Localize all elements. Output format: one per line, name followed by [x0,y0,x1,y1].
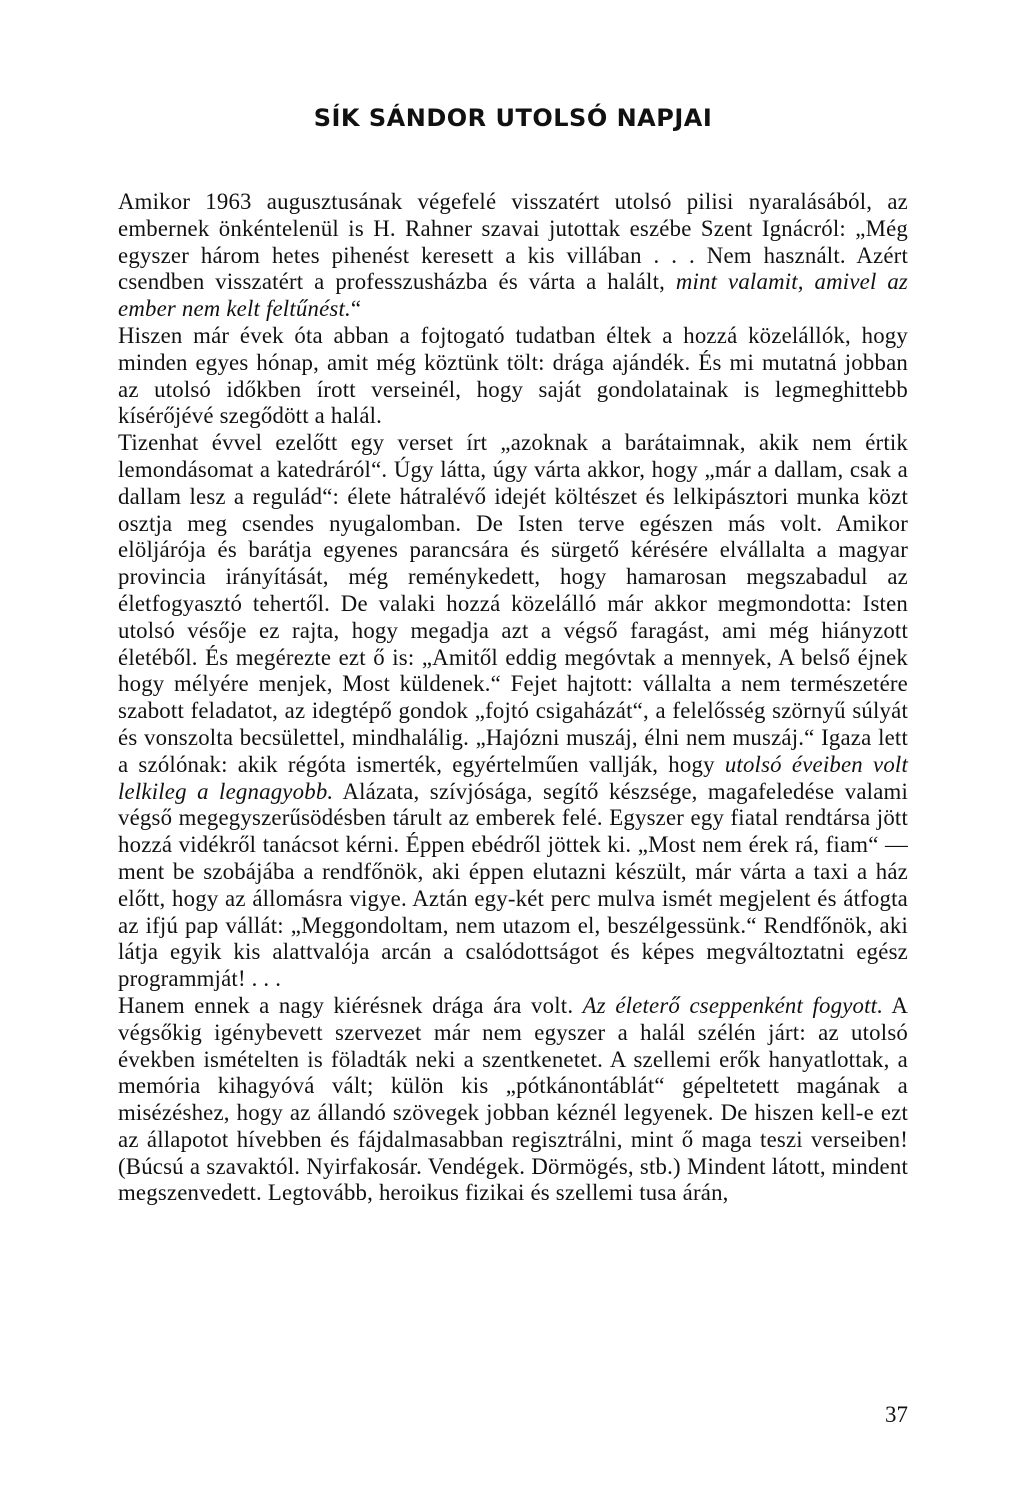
page-number: 37 [885,1402,908,1427]
text-run: Alázata, szívjósága, segítő készsége, magafeledése valami végső megegyszerűsödésben tárult az emberek felé. Egyszer egy fiatal rendtársa jött hozzá vidékről tanácsot kérni. Éppen ebédről jöttek ki. „Most nem érek rá, fiam“ — ment be szobájába a rendfőnök, aki éppen elutazni készült, már várta a taxi a ház előtt, hogy az állomásra vigye. Aztán egy-két perc mulva ismét megjelent és átfogta az ifjú pap vállát: „Meggondoltam, nem utazom el, beszélgessünk.“ Rendfőnök, aki látja egyik kis alattvalója arcán a csalódottságot és képes megváltoztatni egész programmját! . . . [118,778,908,992]
paragraph [118,430,908,993]
book-page [118,0,908,1498]
chapter-title: SÍK SÁNDOR UTOLSÓ NAPJAI [313,104,713,132]
text-run: “ [350,296,362,322]
body-text [118,189,908,1207]
italic-text-run: mint valamit, amivel az ember nem kelt feltűnést. [118,269,908,322]
paragraph [118,189,908,323]
paragraph [118,993,908,1207]
italic-text-run: utolsó éveiben volt lelkileg a legnagyobb. [118,751,908,804]
text-run: A végsőkig igénybevett szervezet már nem egyszer a halál szélén járt: az utolsó években ismételten is föladták neki a szentkenetet. A szellemi erők hanyatlottak, a memória kihagyóvá vált; külön kis „pótkánontáblát“ gépeltetett magának a misézéshez, hogy az állandó szövegek jobban kéznél legyenek. De hiszen kell-e ezt az állapotot hívebben és fájdalmasabban regisztrálni, mint ő maga teszi verseiben! (Búcsú a szavaktól. Nyirfakosár. Vendégek. Dörmögés, stb.) Mindent látott, mindent megszenvedett. Legtovább, heroikus fizikai és szellemi tusa árán, [118,992,908,1206]
italic-text-run: Az életerő cseppenként fogyott. [582,992,884,1018]
paragraph [118,323,908,430]
text-run: Tizenhat évvel ezelőtt egy verset írt „azoknak a barátaimnak, akik nem értik lemondásomat a katedráról“. Úgy látta, úgy várta akkor, hogy „már a dallam, csak a dallam lesz a regulád“: élete hátralévő idejét költészet és lelkipásztori munka közt osztja meg csendes nyugalomban. De Isten terve egészen más volt. Amikor elöljárója és barátja egyenes parancsára és sürgető kérésére elvállalta a magyar provincia irányítását, még reménykedett, hogy hamarosan megszabadul az életfogyasztó tehertől. De valaki hozzá közelálló már akkor megmondotta: Isten utolsó vésője ez rajta, hogy megadja azt a végső faragást, ami még hiányzott életéből. És megérezte ezt ő is: „Amitől eddig megóvtak a mennyek, A belső éjnek hogy mélyére menjek, Most küldenek.“ Fejet hajtott: vállalta a nem természetére szabott feladatot, az idegtépő gondok „fojtó csigaházát“, a felelősség szörnyű súlyát és vonszolta becsülettel, mindhalálig. „Hajózni muszáj, élni nem muszáj.“ Igaza lett a szólónak: akik régóta ismerték, egyértelműen vallják, hogy [118,430,908,777]
text-run: Hanem ennek a nagy kiérésnek drága ára volt. [118,992,583,1018]
text-run: Hiszen már évek óta abban a fojtogató tudatban éltek a hozzá közelállók, hogy minden egyes hónap, amit még köztünk tölt: drága ajándék. És mi mutatná jobban az utolsó időkben írott verseinél, hogy saját gondolatainak is legmeghittebb kísérőjévé szegődött a halál. [118,322,908,429]
text-run: Amikor 1963 augusztusának végefelé visszatért utolsó pilisi nyaralásából, az embernek önkéntelenül is H. Rahner szavai jutottak eszébe Szent Ignácról: „Még egyszer három hetes pihenést keresett a kis villában . . . Nem használt. Azért csendben visszatért a professzusházba és várta a halált, [118,189,908,295]
